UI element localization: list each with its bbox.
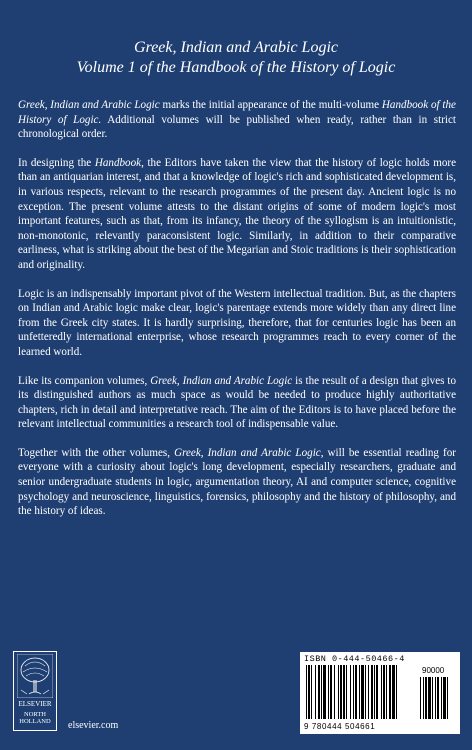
paragraph-text: is the result of a design that gives to its distinguished authors as much space as would be needed to produce highly authoritative chapters, rich in detail and interpretative reach. The aim of the Editors is to have placed before the relevant intellectual communities a research tool of indispensable value. [18, 374, 456, 431]
barcode-bar [383, 665, 385, 719]
barcode-bar [338, 665, 339, 719]
barcode-bar [350, 665, 351, 719]
paragraph-5 [18, 446, 456, 519]
publisher-logo [13, 651, 57, 731]
book-title-italic: Greek, Indian and Arabic Logic [18, 99, 160, 111]
barcode-bar [323, 665, 326, 719]
book-title-italic: Greek, Indian and Arabic Logic [150, 374, 293, 387]
barcode-bar [330, 665, 332, 719]
barcode-bar [365, 665, 366, 719]
paragraph-text: , will be essential reading for everyone with a curiosity about logic's long development, especially researchers, graduate and senior undergraduate students in logic, argumentation theory, AI and computer science, cognitive psychology and neuroscience, linguistics, forensics, philosophy and the history of philosophy, and the history of ideas. [18, 446, 456, 518]
barcode-bar [396, 665, 397, 719]
barcode-bar [308, 665, 310, 719]
barcode-block [300, 652, 460, 734]
handbook-title-italic: Handbook of the History of Logic. [18, 99, 456, 126]
barcode-bar [392, 665, 395, 719]
barcode-bar [328, 665, 329, 719]
barcode-addon-bar [432, 677, 433, 719]
barcode-bar [340, 665, 342, 719]
barcode-bar [315, 665, 316, 719]
barcode-bar [361, 665, 364, 719]
paragraph-2 [18, 156, 456, 273]
handbook-italic: Handbook [94, 156, 142, 169]
barcode-addon-bar [425, 677, 427, 719]
barcode-addon-bar [423, 677, 424, 719]
barcode-bar [311, 665, 312, 719]
barcode-addon-bar [437, 677, 439, 719]
paragraph-text: marks the initial appearance of the multi-volume [159, 99, 382, 111]
barcode-bar [321, 665, 322, 719]
barcode-addon-bar [428, 677, 431, 719]
cover-title [0, 38, 472, 78]
barcode-bar [368, 665, 369, 719]
paragraph-text: Like its companion volumes, [18, 374, 151, 387]
paragraph-text: In designing the [18, 156, 95, 169]
barcode-bar [386, 665, 387, 719]
paragraph-text: Together with the other volumes, [18, 446, 175, 459]
paragraph-3: Logic is an indispensably important pivot of the Western intellectual tradition. But, as the chapters on Indian and Arabic logic make clear, logic's parentage extends more widely than any direct line from the Greek city states. It is hardly surprising, therefore, that for centuries logic has been an unfetteredly international enterprise, whose research programmes reach to every corner of the learned world. [18, 287, 456, 358]
barcode-addon-bar [441, 677, 442, 719]
barcode-bar [374, 665, 375, 719]
title-line-2: Volume 1 of the Handbook of the History of Logic [76, 59, 396, 76]
barcode-bar [306, 665, 307, 719]
barcode-bar [318, 665, 320, 719]
publisher-website: elsevier.com [68, 720, 119, 731]
barcode-bar [355, 665, 357, 719]
barcode-addon-bar [443, 677, 446, 719]
barcode-bar [359, 665, 360, 719]
paragraph-4 [18, 374, 456, 432]
barcode-graphic [304, 665, 458, 721]
blurb-text [18, 98, 456, 533]
elsevier-tree-icon [17, 654, 53, 698]
book-title-italic: Greek, Indian and Arabic Logic [174, 446, 321, 459]
barcode-addon-bar [435, 677, 436, 719]
barcode-bar [381, 665, 382, 719]
barcode-bar [376, 665, 378, 719]
isbn-label [304, 654, 460, 664]
isbn-text: ISBN 0-444-50466-4 [304, 654, 405, 664]
barcode-bar [334, 665, 335, 719]
barcode-bar [389, 665, 391, 719]
title-line-1: Greek, Indian and Arabic Logic [134, 39, 338, 56]
paragraph-text: , the Editors have taken the view that the history of logic holds more than an antiquarian interest, and that a knowledge of logic's rich and sophisticated development is, in various respects, relevant to the research programmes of the present day. Ancient logic is no exception. The present volume attests to the distant origins of some of modern logic's most important features, such as that, from its infancy, the theory of the syllogism is an intuitionistic, non-monotonic, relevantly paraconsistent logic. Similarly, in addition to their comparative earliness, what is striking about the best of the Megarian and Stoic traditions is their sophistication and originality. [18, 156, 456, 271]
barcode-addon-bar [420, 677, 421, 719]
addon-digits: 90000 [422, 666, 445, 675]
barcode-bar [343, 665, 345, 719]
publisher-name: ELSEVIER [18, 700, 52, 708]
barcode-number [304, 722, 454, 731]
barcode-addon-bar [447, 677, 448, 719]
publisher-imprint-1: NORTH [24, 711, 46, 718]
barcode-bar [371, 665, 373, 719]
publisher-imprint-2: HOLLAND [19, 718, 51, 725]
paragraph-1 [18, 98, 456, 142]
ean-digits: 9 780444 504661 [304, 722, 376, 731]
paragraph-text: Additional volumes will be published when ready, rather than in strict chronological order. [18, 113, 456, 141]
barcode-bar [353, 665, 354, 719]
barcode-bar [346, 665, 347, 719]
